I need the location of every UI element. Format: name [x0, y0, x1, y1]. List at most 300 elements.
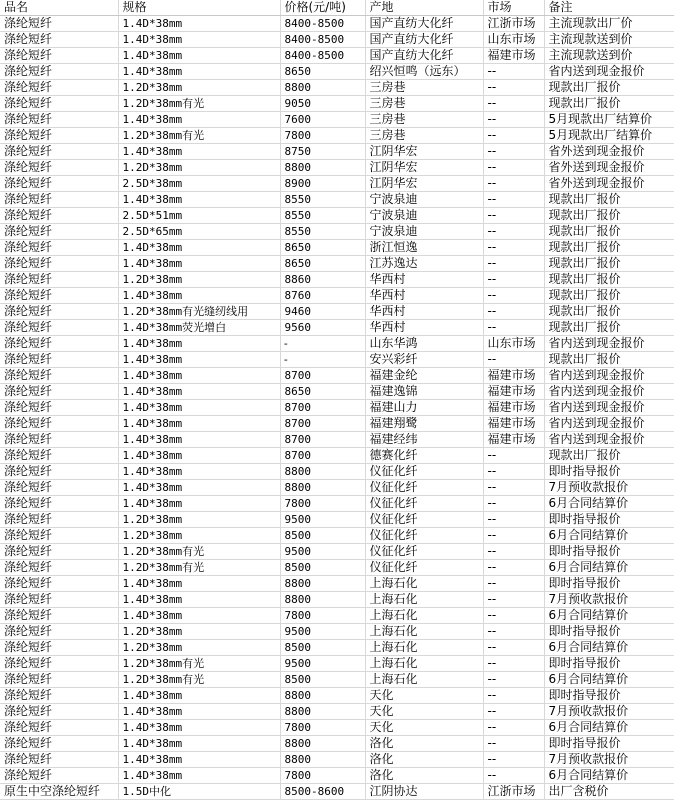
table-row[interactable]	[0, 448, 674, 464]
cell-origin[interactable]: 仪征化纤	[365, 560, 483, 576]
cell-product[interactable]: 涤纶短纤	[0, 656, 118, 672]
cell-product[interactable]: 涤纶短纤	[0, 576, 118, 592]
cell-product[interactable]: 涤纶短纤	[0, 368, 118, 384]
cell-price[interactable]: 8800	[280, 80, 365, 96]
table-row[interactable]	[0, 288, 674, 304]
table-row[interactable]	[0, 416, 674, 432]
cell-market[interactable]: --	[483, 96, 544, 112]
cell-spec[interactable]: 1.4D*38mm荧光增白	[118, 320, 280, 336]
cell-remark[interactable]: 5月现款出厂结算价	[544, 112, 674, 128]
cell-product[interactable]: 涤纶短纤	[0, 128, 118, 144]
cell-price[interactable]: 9560	[280, 320, 365, 336]
cell-remark[interactable]: 6月合同结算价	[544, 608, 674, 624]
cell-remark[interactable]: 现款出厂报价	[544, 320, 674, 336]
cell-remark[interactable]: 出厂含税价	[544, 784, 674, 800]
cell-origin[interactable]: 上海石化	[365, 592, 483, 608]
cell-spec[interactable]: 1.4D*38mm	[118, 240, 280, 256]
cell-price[interactable]: -	[280, 336, 365, 352]
cell-remark[interactable]: 7月预收款报价	[544, 592, 674, 608]
cell-remark[interactable]: 6月合同结算价	[544, 720, 674, 736]
cell-product[interactable]: 涤纶短纤	[0, 544, 118, 560]
cell-origin[interactable]: 三房巷	[365, 80, 483, 96]
cell-market[interactable]: --	[483, 672, 544, 688]
cell-product[interactable]: 涤纶短纤	[0, 176, 118, 192]
cell-market[interactable]: 山东市场	[483, 32, 544, 48]
cell-spec[interactable]: 1.2D*38mm有光	[118, 544, 280, 560]
table-row[interactable]	[0, 656, 674, 672]
table-row[interactable]	[0, 592, 674, 608]
cell-remark[interactable]: 省内送到现金报价	[544, 432, 674, 448]
header-remark[interactable]: 备注	[544, 0, 674, 16]
cell-spec[interactable]: 1.4D*38mm	[118, 144, 280, 160]
cell-origin[interactable]: 洛化	[365, 768, 483, 784]
cell-product[interactable]: 涤纶短纤	[0, 416, 118, 432]
cell-market[interactable]: --	[483, 656, 544, 672]
cell-product[interactable]: 涤纶短纤	[0, 80, 118, 96]
cell-origin[interactable]: 江苏逸达	[365, 256, 483, 272]
cell-spec[interactable]: 1.2D*38mm有光	[118, 128, 280, 144]
cell-remark[interactable]: 现款出厂报价	[544, 352, 674, 368]
cell-market[interactable]: --	[483, 224, 544, 240]
cell-remark[interactable]: 现款出厂报价	[544, 448, 674, 464]
cell-price[interactable]: 8500-8600	[280, 784, 365, 800]
cell-remark[interactable]: 现款出厂报价	[544, 304, 674, 320]
cell-market[interactable]: --	[483, 144, 544, 160]
table-row[interactable]	[0, 688, 674, 704]
cell-price[interactable]: 8800	[280, 736, 365, 752]
cell-remark[interactable]: 6月合同结算价	[544, 560, 674, 576]
cell-spec[interactable]: 1.2D*38mm	[118, 528, 280, 544]
cell-origin[interactable]: 洛化	[365, 752, 483, 768]
header-spec[interactable]: 规格	[118, 0, 280, 16]
cell-product[interactable]: 涤纶短纤	[0, 640, 118, 656]
cell-spec[interactable]: 1.5D中化	[118, 784, 280, 800]
cell-remark[interactable]: 现款出厂报价	[544, 256, 674, 272]
cell-remark[interactable]: 省内送到现金报价	[544, 416, 674, 432]
cell-market[interactable]: --	[483, 528, 544, 544]
cell-spec[interactable]: 2.5D*65mm	[118, 224, 280, 240]
cell-remark[interactable]: 即时指导报价	[544, 576, 674, 592]
cell-remark[interactable]: 省内送到现金报价	[544, 400, 674, 416]
cell-spec[interactable]: 1.2D*38mm	[118, 640, 280, 656]
cell-product[interactable]: 涤纶短纤	[0, 352, 118, 368]
cell-market[interactable]: --	[483, 208, 544, 224]
table-row[interactable]	[0, 192, 674, 208]
cell-spec[interactable]: 1.4D*38mm	[118, 48, 280, 64]
header-market[interactable]: 市场	[483, 0, 544, 16]
cell-origin[interactable]: 宁波泉迪	[365, 192, 483, 208]
cell-price[interactable]: 9050	[280, 96, 365, 112]
table-row[interactable]	[0, 384, 674, 400]
cell-remark[interactable]: 7月预收款报价	[544, 704, 674, 720]
cell-origin[interactable]: 福建逸锦	[365, 384, 483, 400]
cell-remark[interactable]: 省外送到现金报价	[544, 176, 674, 192]
table-row[interactable]	[0, 208, 674, 224]
cell-market[interactable]: --	[483, 256, 544, 272]
table-row[interactable]	[0, 160, 674, 176]
cell-market[interactable]: --	[483, 240, 544, 256]
cell-product[interactable]: 涤纶短纤	[0, 64, 118, 80]
cell-spec[interactable]: 1.4D*38mm	[118, 416, 280, 432]
cell-spec[interactable]: 1.4D*38mm	[118, 592, 280, 608]
cell-spec[interactable]: 1.4D*38mm	[118, 336, 280, 352]
cell-product[interactable]: 涤纶短纤	[0, 688, 118, 704]
cell-spec[interactable]: 1.4D*38mm	[118, 288, 280, 304]
cell-price[interactable]: 8550	[280, 208, 365, 224]
cell-origin[interactable]: 上海石化	[365, 656, 483, 672]
cell-remark[interactable]: 现款出厂报价	[544, 96, 674, 112]
cell-product[interactable]: 涤纶短纤	[0, 16, 118, 32]
cell-product[interactable]: 涤纶短纤	[0, 768, 118, 784]
cell-market[interactable]: --	[483, 544, 544, 560]
cell-spec[interactable]: 1.4D*38mm	[118, 64, 280, 80]
cell-spec[interactable]: 1.4D*38mm	[118, 400, 280, 416]
cell-price[interactable]: 8800	[280, 752, 365, 768]
cell-price[interactable]: 8800	[280, 688, 365, 704]
table-row[interactable]	[0, 672, 674, 688]
cell-price[interactable]: 8800	[280, 704, 365, 720]
cell-remark[interactable]: 即时指导报价	[544, 688, 674, 704]
cell-origin[interactable]: 华西村	[365, 272, 483, 288]
table-row[interactable]	[0, 784, 674, 800]
cell-product[interactable]: 涤纶短纤	[0, 224, 118, 240]
cell-market[interactable]: --	[483, 688, 544, 704]
cell-remark[interactable]: 现款出厂报价	[544, 240, 674, 256]
cell-origin[interactable]: 仪征化纤	[365, 528, 483, 544]
table-row[interactable]	[0, 128, 674, 144]
cell-origin[interactable]: 天化	[365, 688, 483, 704]
cell-price[interactable]: 8650	[280, 64, 365, 80]
cell-price[interactable]: 8900	[280, 176, 365, 192]
cell-origin[interactable]: 上海石化	[365, 576, 483, 592]
cell-origin[interactable]: 仪征化纤	[365, 544, 483, 560]
cell-spec[interactable]: 1.4D*38mm	[118, 352, 280, 368]
cell-origin[interactable]: 国产直纺大化纤	[365, 32, 483, 48]
table-row[interactable]	[0, 528, 674, 544]
cell-origin[interactable]: 仪征化纤	[365, 464, 483, 480]
cell-product[interactable]: 涤纶短纤	[0, 288, 118, 304]
table-row[interactable]	[0, 704, 674, 720]
cell-spec[interactable]: 1.4D*38mm	[118, 576, 280, 592]
cell-spec[interactable]: 1.4D*38mm	[118, 688, 280, 704]
cell-spec[interactable]: 1.4D*38mm	[118, 768, 280, 784]
cell-product[interactable]: 涤纶短纤	[0, 480, 118, 496]
cell-price[interactable]: 9500	[280, 512, 365, 528]
cell-spec[interactable]: 1.2D*38mm有光	[118, 560, 280, 576]
table-row[interactable]	[0, 176, 674, 192]
cell-remark[interactable]: 即时指导报价	[544, 512, 674, 528]
cell-price[interactable]: -	[280, 352, 365, 368]
cell-product[interactable]: 涤纶短纤	[0, 624, 118, 640]
cell-market[interactable]: --	[483, 192, 544, 208]
cell-origin[interactable]: 山东华鸿	[365, 336, 483, 352]
cell-market[interactable]: --	[483, 560, 544, 576]
table-row[interactable]	[0, 48, 674, 64]
cell-spec[interactable]: 1.2D*38mm	[118, 160, 280, 176]
cell-spec[interactable]: 1.4D*38mm	[118, 720, 280, 736]
cell-remark[interactable]: 现款出厂报价	[544, 272, 674, 288]
cell-origin[interactable]: 安兴彩纤	[365, 352, 483, 368]
cell-spec[interactable]: 1.4D*38mm	[118, 368, 280, 384]
cell-remark[interactable]: 现款出厂报价	[544, 288, 674, 304]
table-row[interactable]	[0, 560, 674, 576]
cell-market[interactable]: --	[483, 576, 544, 592]
cell-product[interactable]: 涤纶短纤	[0, 752, 118, 768]
cell-price[interactable]: 8650	[280, 256, 365, 272]
cell-price[interactable]: 8700	[280, 448, 365, 464]
cell-market[interactable]: 江浙市场	[483, 16, 544, 32]
table-row[interactable]	[0, 544, 674, 560]
cell-spec[interactable]: 1.4D*38mm	[118, 464, 280, 480]
cell-price[interactable]: 8700	[280, 368, 365, 384]
cell-origin[interactable]: 宁波泉迪	[365, 208, 483, 224]
cell-price[interactable]: 8700	[280, 416, 365, 432]
cell-market[interactable]: --	[483, 736, 544, 752]
cell-remark[interactable]: 省内送到现金报价	[544, 336, 674, 352]
cell-origin[interactable]: 仪征化纤	[365, 512, 483, 528]
cell-product[interactable]: 原生中空涤纶短纤	[0, 784, 118, 800]
cell-origin[interactable]: 绍兴恒鸣（远东）	[365, 64, 483, 80]
cell-market[interactable]: 福建市场	[483, 384, 544, 400]
table-row[interactable]	[0, 464, 674, 480]
cell-price[interactable]: 9500	[280, 656, 365, 672]
table-row[interactable]	[0, 80, 674, 96]
cell-market[interactable]: --	[483, 160, 544, 176]
cell-remark[interactable]: 7月预收款报价	[544, 752, 674, 768]
cell-origin[interactable]: 江阴华宏	[365, 176, 483, 192]
cell-market[interactable]: --	[483, 304, 544, 320]
cell-product[interactable]: 涤纶短纤	[0, 720, 118, 736]
cell-price[interactable]: 8400-8500	[280, 48, 365, 64]
table-row[interactable]	[0, 720, 674, 736]
cell-market[interactable]: --	[483, 448, 544, 464]
cell-market[interactable]: --	[483, 128, 544, 144]
cell-product[interactable]: 涤纶短纤	[0, 704, 118, 720]
table-row[interactable]	[0, 608, 674, 624]
cell-origin[interactable]: 国产直纺大化纤	[365, 48, 483, 64]
header-origin[interactable]: 产地	[365, 0, 483, 16]
cell-price[interactable]: 7800	[280, 768, 365, 784]
cell-product[interactable]: 涤纶短纤	[0, 448, 118, 464]
cell-market[interactable]: 江浙市场	[483, 784, 544, 800]
cell-market[interactable]: --	[483, 320, 544, 336]
cell-spec[interactable]: 1.2D*38mm有光	[118, 672, 280, 688]
cell-remark[interactable]: 主流现款送到价	[544, 48, 674, 64]
cell-product[interactable]: 涤纶短纤	[0, 400, 118, 416]
table-row[interactable]	[0, 400, 674, 416]
cell-market[interactable]: --	[483, 608, 544, 624]
cell-origin[interactable]: 三房巷	[365, 128, 483, 144]
cell-market[interactable]: --	[483, 512, 544, 528]
table-row[interactable]	[0, 304, 674, 320]
cell-market[interactable]: --	[483, 112, 544, 128]
cell-spec[interactable]: 1.4D*38mm	[118, 384, 280, 400]
cell-market[interactable]: --	[483, 288, 544, 304]
cell-remark[interactable]: 省外送到现金报价	[544, 160, 674, 176]
cell-market[interactable]: 福建市场	[483, 48, 544, 64]
cell-spec[interactable]: 2.5D*51mm	[118, 208, 280, 224]
cell-remark[interactable]: 现款出厂报价	[544, 224, 674, 240]
cell-spec[interactable]: 1.2D*38mm	[118, 80, 280, 96]
cell-market[interactable]: --	[483, 640, 544, 656]
table-row[interactable]	[0, 752, 674, 768]
cell-origin[interactable]: 上海石化	[365, 672, 483, 688]
cell-origin[interactable]: 福建翔鹭	[365, 416, 483, 432]
cell-market[interactable]: --	[483, 480, 544, 496]
cell-spec[interactable]: 1.4D*38mm	[118, 112, 280, 128]
table-row[interactable]	[0, 256, 674, 272]
cell-origin[interactable]: 江阴协达	[365, 784, 483, 800]
cell-origin[interactable]: 上海石化	[365, 640, 483, 656]
cell-spec[interactable]: 1.4D*38mm	[118, 256, 280, 272]
cell-spec[interactable]: 1.4D*38mm	[118, 480, 280, 496]
table-row[interactable]	[0, 64, 674, 80]
cell-spec[interactable]: 1.4D*38mm	[118, 752, 280, 768]
cell-price[interactable]: 8800	[280, 160, 365, 176]
cell-price[interactable]: 8750	[280, 144, 365, 160]
cell-market[interactable]: --	[483, 592, 544, 608]
cell-origin[interactable]: 江阴华宏	[365, 160, 483, 176]
cell-origin[interactable]: 仪征化纤	[365, 496, 483, 512]
cell-spec[interactable]: 1.2D*38mm	[118, 512, 280, 528]
cell-product[interactable]: 涤纶短纤	[0, 336, 118, 352]
table-row[interactable]	[0, 432, 674, 448]
cell-product[interactable]: 涤纶短纤	[0, 192, 118, 208]
cell-price[interactable]: 9500	[280, 544, 365, 560]
cell-price[interactable]: 7800	[280, 720, 365, 736]
table-row[interactable]	[0, 96, 674, 112]
cell-price[interactable]: 7600	[280, 112, 365, 128]
cell-remark[interactable]: 省外送到现金报价	[544, 144, 674, 160]
cell-remark[interactable]: 即时指导报价	[544, 736, 674, 752]
cell-product[interactable]: 涤纶短纤	[0, 208, 118, 224]
cell-market[interactable]: 山东市场	[483, 336, 544, 352]
cell-price[interactable]: 8650	[280, 240, 365, 256]
cell-price[interactable]: 8800	[280, 592, 365, 608]
table-row[interactable]	[0, 240, 674, 256]
cell-spec[interactable]: 1.2D*38mm	[118, 272, 280, 288]
table-row[interactable]	[0, 496, 674, 512]
cell-origin[interactable]: 福建经纬	[365, 432, 483, 448]
cell-product[interactable]: 涤纶短纤	[0, 32, 118, 48]
cell-product[interactable]: 涤纶短纤	[0, 432, 118, 448]
cell-product[interactable]: 涤纶短纤	[0, 608, 118, 624]
cell-spec[interactable]: 1.4D*38mm	[118, 736, 280, 752]
cell-origin[interactable]: 华西村	[365, 304, 483, 320]
table-row[interactable]	[0, 576, 674, 592]
cell-product[interactable]: 涤纶短纤	[0, 96, 118, 112]
cell-market[interactable]: --	[483, 176, 544, 192]
cell-product[interactable]: 涤纶短纤	[0, 112, 118, 128]
cell-origin[interactable]: 德赛化纤	[365, 448, 483, 464]
cell-market[interactable]: --	[483, 704, 544, 720]
cell-remark[interactable]: 主流现款出厂价	[544, 16, 674, 32]
cell-price[interactable]: 8400-8500	[280, 32, 365, 48]
cell-origin[interactable]: 天化	[365, 704, 483, 720]
cell-product[interactable]: 涤纶短纤	[0, 496, 118, 512]
cell-spec[interactable]: 1.4D*38mm	[118, 448, 280, 464]
cell-remark[interactable]: 即时指导报价	[544, 544, 674, 560]
cell-market[interactable]: --	[483, 272, 544, 288]
cell-remark[interactable]: 省内送到现金报价	[544, 368, 674, 384]
table-row[interactable]	[0, 336, 674, 352]
cell-price[interactable]: 8500	[280, 528, 365, 544]
cell-product[interactable]: 涤纶短纤	[0, 464, 118, 480]
cell-origin[interactable]: 宁波泉迪	[365, 224, 483, 240]
cell-market[interactable]: 福建市场	[483, 416, 544, 432]
cell-origin[interactable]: 仪征化纤	[365, 480, 483, 496]
cell-origin[interactable]: 江阴华宏	[365, 144, 483, 160]
cell-origin[interactable]: 福建金纶	[365, 368, 483, 384]
cell-price[interactable]: 8760	[280, 288, 365, 304]
cell-spec[interactable]: 1.2D*38mm	[118, 624, 280, 640]
cell-price[interactable]: 8700	[280, 400, 365, 416]
cell-market[interactable]: --	[483, 80, 544, 96]
cell-market[interactable]: --	[483, 752, 544, 768]
cell-remark[interactable]: 省内送到现金报价	[544, 384, 674, 400]
cell-product[interactable]: 涤纶短纤	[0, 320, 118, 336]
cell-product[interactable]: 涤纶短纤	[0, 512, 118, 528]
header-product[interactable]: 品名	[0, 0, 118, 16]
cell-remark[interactable]: 6月合同结算价	[544, 768, 674, 784]
table-row[interactable]	[0, 272, 674, 288]
table-row[interactable]	[0, 352, 674, 368]
cell-market[interactable]: 福建市场	[483, 432, 544, 448]
cell-product[interactable]: 涤纶短纤	[0, 256, 118, 272]
cell-spec[interactable]: 1.4D*38mm	[118, 16, 280, 32]
cell-product[interactable]: 涤纶短纤	[0, 672, 118, 688]
cell-product[interactable]: 涤纶短纤	[0, 592, 118, 608]
cell-price[interactable]: 9500	[280, 624, 365, 640]
cell-origin[interactable]: 洛化	[365, 736, 483, 752]
cell-spec[interactable]: 1.4D*38mm	[118, 192, 280, 208]
cell-spec[interactable]: 1.2D*38mm有光缝纫线用	[118, 304, 280, 320]
cell-remark[interactable]: 现款出厂报价	[544, 80, 674, 96]
cell-spec[interactable]: 1.2D*38mm有光	[118, 96, 280, 112]
table-row[interactable]	[0, 736, 674, 752]
cell-market[interactable]: --	[483, 64, 544, 80]
cell-price[interactable]: 7800	[280, 496, 365, 512]
table-row[interactable]	[0, 224, 674, 240]
table-row[interactable]	[0, 144, 674, 160]
cell-product[interactable]: 涤纶短纤	[0, 528, 118, 544]
cell-origin[interactable]: 福建山力	[365, 400, 483, 416]
cell-price[interactable]: 8860	[280, 272, 365, 288]
cell-price[interactable]: 8800	[280, 464, 365, 480]
table-row[interactable]	[0, 112, 674, 128]
table-row[interactable]	[0, 320, 674, 336]
table-row[interactable]	[0, 624, 674, 640]
table-row[interactable]	[0, 480, 674, 496]
cell-market[interactable]: --	[483, 720, 544, 736]
cell-remark[interactable]: 6月合同结算价	[544, 528, 674, 544]
cell-product[interactable]: 涤纶短纤	[0, 560, 118, 576]
cell-market[interactable]: 福建市场	[483, 400, 544, 416]
cell-price[interactable]: 8500	[280, 640, 365, 656]
table-row[interactable]	[0, 16, 674, 32]
cell-market[interactable]: --	[483, 464, 544, 480]
cell-price[interactable]: 8500	[280, 672, 365, 688]
cell-price[interactable]: 8550	[280, 224, 365, 240]
cell-price[interactable]: 8800	[280, 480, 365, 496]
cell-product[interactable]: 涤纶短纤	[0, 304, 118, 320]
cell-market[interactable]: --	[483, 496, 544, 512]
cell-origin[interactable]: 华西村	[365, 288, 483, 304]
cell-product[interactable]: 涤纶短纤	[0, 384, 118, 400]
cell-origin[interactable]: 天化	[365, 720, 483, 736]
cell-remark[interactable]: 省内送到现金报价	[544, 64, 674, 80]
cell-product[interactable]: 涤纶短纤	[0, 48, 118, 64]
